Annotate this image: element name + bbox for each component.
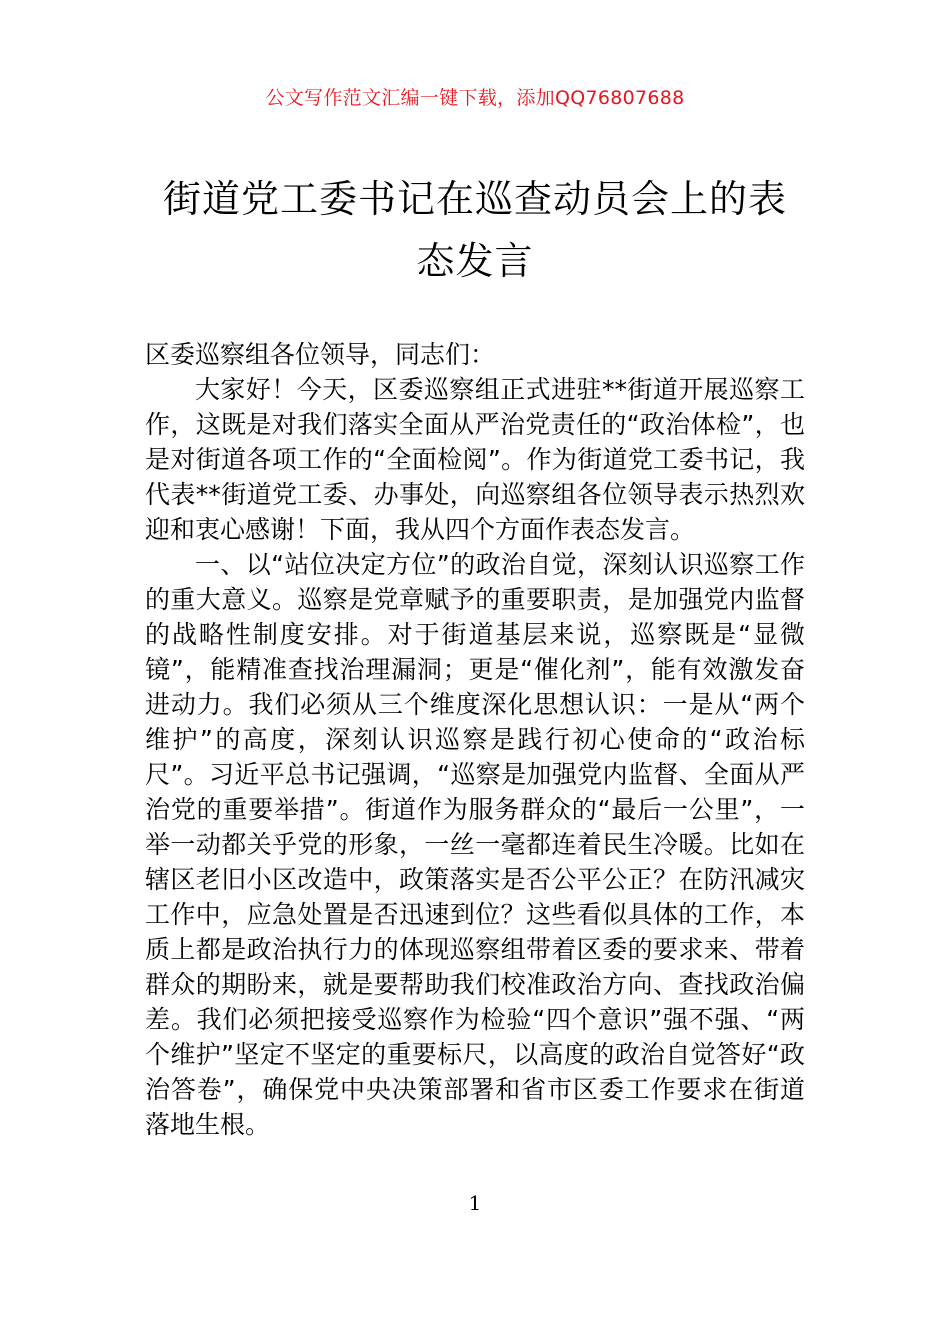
salutation: 区委巡察组各位领导，同志们：: [145, 340, 496, 369]
header-promo-text[interactable]: 公文写作范文汇编一键下载，添加QQ76807688: [265, 87, 685, 109]
paragraph-section-one: 一、以“站位决定方位”的政治自觉，深刻认识巡察工作的重大意义。巡察是党章赋予的重要职责，是加强党内监督的战略性制度安排。对于街道基层来说，巡察既是“显微镜”，能精准查找治理漏洞；更是“催化剂”，能有效激发奋进动力。我们必须从三个维度深化思想认识：一是从“两个维护”的高度，深刻认识巡察是践行初心使命的“政治标尺”。习近平总书记强调，“巡察是加强党内监督、全面从严治党的重要举措”。街道作为服务群众的“最后一公里”，一举一动都关乎党的形象，一丝一毫都连着民生冷暖。比如在辖区老旧小区改造中，政策落实是否公平公正？在防汛减灾工作中，应急处置是否迅速到位？这些看似具体的工作，本质上都是政治执行力的体现巡察组带着区委的要求来、带着群众的期盼来，就是要帮助我们校准政治方向、查找政治偏差。我们必须把接受巡察作为检验“四个意识”强不强、“两个维护”坚定不坚定的重要标尺，以高度的政治自觉答好“政治答卷”，确保党中央决策部署和省市区委工作要求在街道落地生根。: [145, 550, 805, 1139]
document-title: 街道党工委书记在巡查动员会上的表态发言: [162, 177, 787, 283]
page-number: 1: [468, 1191, 482, 1215]
document-body: [145, 337, 805, 1142]
paragraph-opening: 大家好！今天，区委巡察组正式进驻**街道开展巡察工作，这既是对我们落实全面从严治党责任的“政治体检”，也是对街道各项工作的“全面检阅”。作为街道党工委书记，我代表**街道党工委、办事处，向巡察组各位领导表示热烈欢迎和衷心感谢！下面，我从四个方面作表态发言。: [145, 375, 805, 544]
